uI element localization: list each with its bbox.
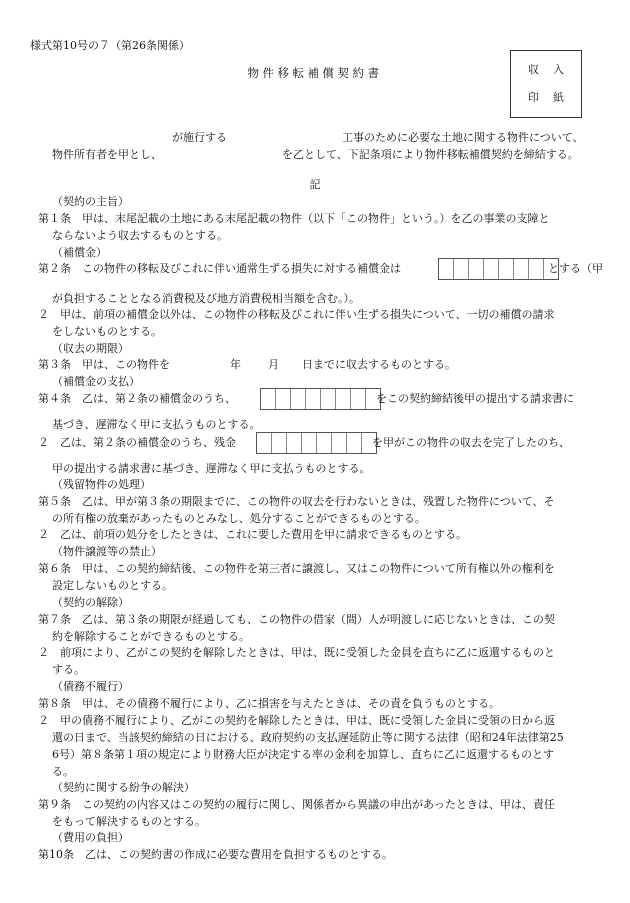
intro-enforcer-text: が施行する [172,131,227,144]
article1-heading: （契約の主旨） [52,195,129,208]
article2-para2-line1: ２ 甲は、前項の補償金以外は、この物件の移転及びこれに伴い生ずる損失について、一切の補償の請求 [38,308,555,321]
article6-line2: 設定しないものとする。 [52,579,173,592]
article5-heading: （残留物件の処理） [52,478,151,491]
article6-line1: 第６条 甲は、この契約締結後、この物件を第三者に譲渡し、又はこの物件について所有権以外の権利を [38,562,555,575]
stamp-label-line1: 収入 [528,63,578,76]
article2-line1a: 第２条 この物件の移転及びこれに伴い通常生ずる損失に対する補償金は [38,262,401,275]
article8-para2-line3: 6号）第８条第１項の規定により財務大臣が決定する率の金利を加算し、直ちに乙に返還するものとす [52,748,554,761]
intro-party-b-text: を乙として、下記条項により物件移転補償契約を締結する。 [282,148,579,161]
article2-line2: が負担することとなる消費税及び地方消費税相当額を含む。）。 [52,292,360,305]
article10-line1: 第10条 乙は、この契約書の作成に必要な費用を負担するものとする。 [38,848,393,861]
article7-para2-line2: する。 [52,663,85,676]
article9-line2: をもって解決するものとする。 [52,815,206,828]
stamp-label-line2: 印紙 [528,91,578,104]
article2-para2-line2: をしないものとする。 [52,325,162,338]
article4-para2-line1a: ２ 乙は、第２条の補償金のうち、残金 [38,436,236,449]
article1-line1: 第１条 甲は、末尾記載の土地にある末尾記載の物件（以下「この物件」という。）を乙の事業の支障と [38,212,550,225]
article3-line1b: 日までに収去するものとする。 [302,358,456,371]
article2-line1b: とする（甲 [548,262,603,275]
revenue-stamp-box [510,50,582,118]
article8-para2-line4: る。 [52,765,74,778]
article4-para2-line1b: を甲がこの物件の収去を完了したのち、 [372,436,570,449]
article3-year-label: 年 [230,358,241,371]
article3-heading: （収去の期限） [52,342,129,355]
article5-line2: の所有権の放棄があったものとみなし、処分することができるものとする。 [52,512,426,525]
article7-line1: 第７条 乙は、第３条の期限が経過しても、この物件の借家（間）人が明渡しに応じないときは、この契 [38,613,555,626]
article3-month-label: 月 [268,358,279,371]
article4-line1a: 第４条 乙は、第２条の補償金のうち、 [38,392,236,405]
advance-payment-boxes [260,388,381,410]
compensation-amount-boxes [438,258,559,280]
article5-para2: ２ 乙は、前項の処分をしたときは、これに要した費用を甲に請求できるものとする。 [38,528,467,541]
article9-heading: （契約に関する紛争の解決） [52,781,195,794]
article1-line2: ならないよう収去するものとする。 [52,229,228,242]
form-number: 様式第10号の７（第26条関係） [30,39,190,52]
article7-para2-line1: ２ 前項により、乙がこの契約を解除したときは、甲は、既に受領した金員を直ちに乙に返還するものと [38,646,555,659]
ki-heading: 記 [309,178,321,191]
article8-para2-line1: ２ 甲の債務不履行により、乙がこの契約を解除したときは、甲は、既に受領した金員に受領の日から返 [38,714,555,727]
document-title: 物件移転補償契約書 [247,66,383,80]
article4-line1b: をこの契約締結後甲の提出する請求書に [376,392,574,405]
article5-line1: 第５条 乙は、甲が第３条の期限までに、この物件の収去を行わないときは、残置した物件について、そ [38,495,555,508]
intro-party-a-text: 物件所有者を甲とし、 [52,148,162,161]
article4-line2: 基づき、遅滞なく甲に支払うものとする。 [52,418,261,431]
article8-heading: （債務不履行） [52,680,129,693]
article9-line1: 第９条 この契約の内容又はこの契約の履行に関し、関係者から異議の申出があったときは、甲は、責任 [38,798,555,811]
remaining-payment-boxes [256,432,377,454]
article10-heading: （費用の負担） [52,831,129,844]
article8-para2-line2: 還の日まで、当該契約締結の日における、政府契約の支払遅延防止等に関する法律（昭和24年法律第25 [52,731,564,744]
article4-heading: （補償金の支払） [52,375,140,388]
article8-line1: 第８条 甲は、その債務不履行により、乙に損害を与えたときは、その責を負うものとする。 [38,697,500,710]
intro-purpose-text: 工事のために必要な土地に関する物件について、 [342,131,584,144]
article3-line1a: 第３条 甲は、この物件を [38,358,170,371]
article4-para2-line2: 甲の提出する請求書に基づき、遅滞なく甲に支払うものとする。 [52,462,371,475]
article7-heading: （契約の解除） [52,596,129,609]
article2-heading: （補償金） [52,246,107,259]
article6-heading: （物件譲渡等の禁止） [52,545,162,558]
article7-line2: 約を解除することができるものとする。 [52,630,250,643]
